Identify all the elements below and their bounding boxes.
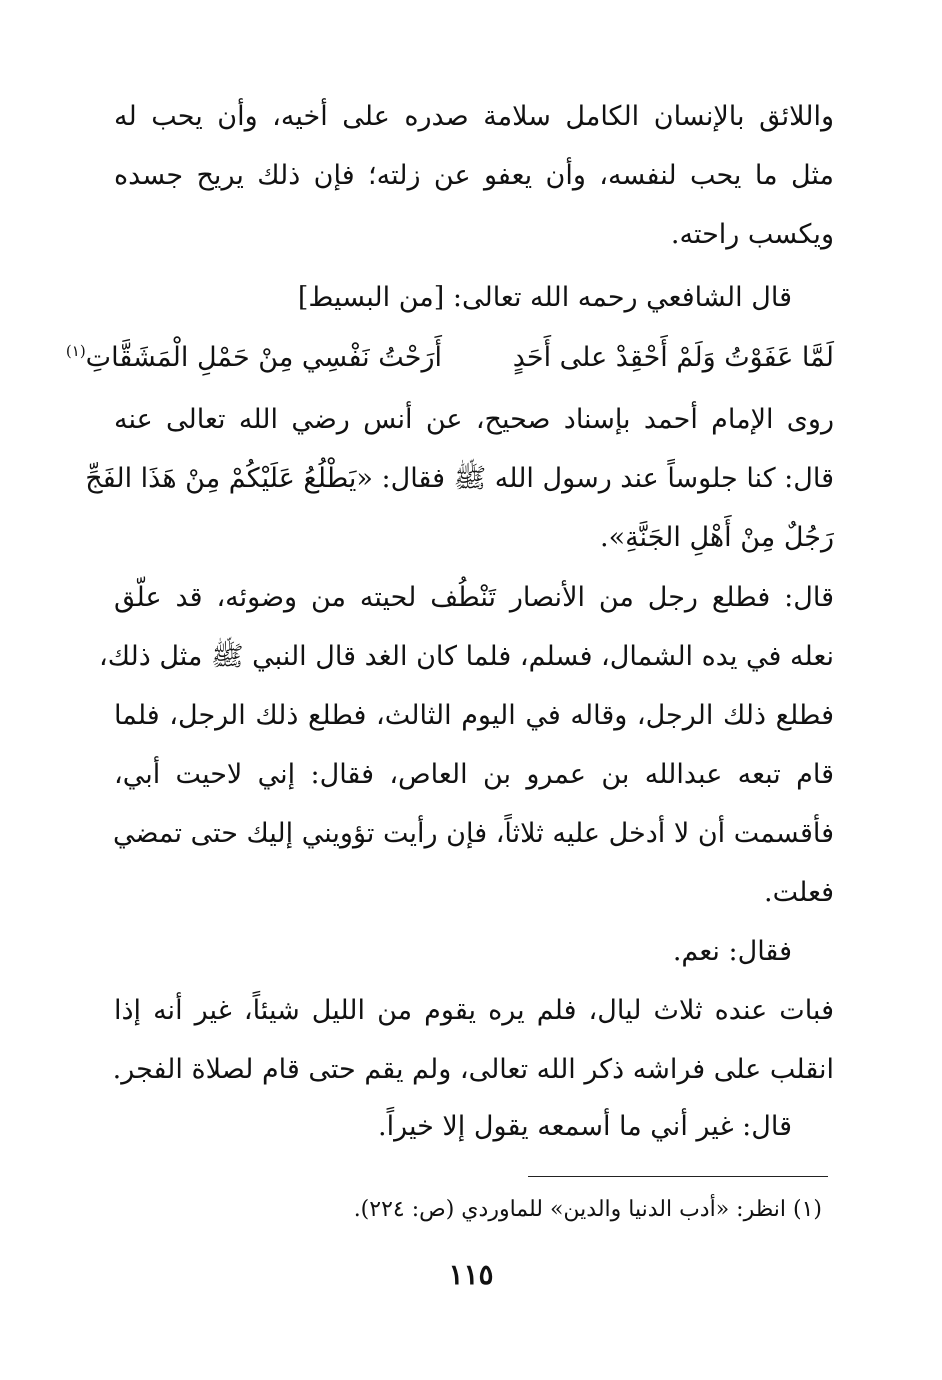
paragraph-1-line-3: ويكسب راحته. [670, 219, 834, 250]
paragraph-3-line-1: قال: فطلع رجل من الأنصار تَنْطُف لحيته من وضوئه، قد علّق [114, 582, 834, 613]
paragraph-1-line-1: واللائق بالإنسان الكامل سلامة صدره على أخيه، وأن يحب له [114, 101, 834, 132]
verse-second-half [65, 338, 442, 378]
paragraph-2-line-1: روى الإمام أحمد بإسناد صحيح، عن أنس رضي الله تعالى عنه [114, 404, 834, 435]
page-number: ١١٥ [448, 1258, 494, 1291]
paragraph-5-line-2: انقلب على فراشه ذكر الله تعالى، ولم يقم حتى قام لصلاة الفجر. [112, 1054, 834, 1085]
paragraph-3-line-2: نعله في يده الشمال، فسلم، فلما كان الغد قال النبي ﷺ مثل ذلك، [99, 641, 834, 672]
footnote: (١) انظر: «أدب الدنيا والدين» للماوردي (ص: ٢٢٤). [353, 1197, 822, 1222]
paragraph-3-line-3: فطلع ذلك الرجل، وقاله في اليوم الثالث، فطلع ذلك الرجل، فلما [114, 700, 834, 731]
paragraph-3-line-6: فعلت. [764, 877, 834, 908]
paragraph-1-line-2: مثل ما يحب لنفسه، وأن يعفو عن زلته؛ فإن ذلك يريح جسده [114, 160, 834, 191]
paragraph-2-line-2: قال: كنا جلوساً عند رسول الله ﷺ فقال: «يَطْلُعُ عَلَيْكُمْ مِنْ هَذَا الفَجِّ [85, 463, 834, 494]
poem-intro: قال الشافعي رحمه الله تعالى: [من البسيط] [297, 282, 792, 313]
verse-first-half-text: لَمَّا عَفَوْتُ وَلَمْ أَحْقِدْ على أَحَدٍ [512, 342, 834, 373]
verse-second-half-text: أَرَحْتُ نَفْسِي مِنْ حَمْلِ الْمَشَقَّاتِ [85, 342, 442, 373]
paragraph-4: فقال: نعم. [672, 936, 792, 967]
paragraph-5-line-1: فبات عنده ثلاث ليال، فلم يره يقوم من الليل شيئاً، غير أنه إذا [114, 995, 834, 1026]
paragraph-2-line-3: رَجُلٌ مِنْ أَهْلِ الجَنَّةِ». [599, 522, 834, 553]
footnote-separator [528, 1176, 828, 1177]
verse-first-half [504, 338, 834, 378]
paragraph-6: قال: غير أني ما أسمعه يقول إلا خيراً. [378, 1111, 792, 1142]
footnote-marker: (١) [65, 342, 86, 360]
paragraph-3-line-5: فأقسمت أن لا أدخل عليه ثلاثاً، فإن رأيت تؤويني إليك حتى تمضي [112, 818, 834, 849]
paragraph-3-line-4: قام تبعه عبدالله بن عمرو بن العاص، فقال: إني لاحيت أبي، [114, 759, 834, 790]
